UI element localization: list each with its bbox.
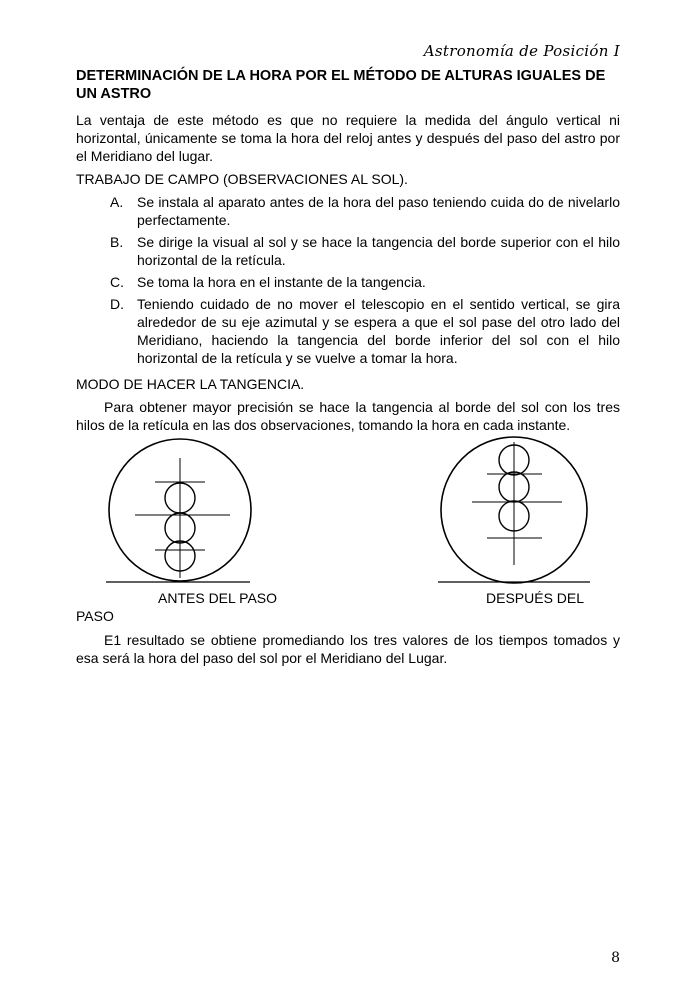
step-letter: D. [110,296,124,312]
step-text: Teniendo cuidado de no mover el telescopio en el sentido vertical, se gira alrededor de su eje azimutal y se espera a que el sol pase del otro lado del Meridiano, haciendo la tangencia del borde inferior del sol con el hilo horizontal de la retícula y se vuelve a tomar la hora. [137,296,620,366]
caption-after-continued: PASO [76,608,114,624]
intro-paragraph: La ventaja de este método es que no requiere la medida del ángulo vertical ni horizontal, únicamente se toma la hora del reloj antes y después del paso del astro por el Meridiano del lugar. [76,112,620,164]
step-item [110,273,620,291]
figure-after-transit [432,440,602,590]
figure-before-transit [100,440,260,590]
fieldwork-heading: TRABAJO DE CAMPO (OBSERVACIONES AL SOL). [76,171,408,187]
step-text: Se instala al aparato antes de la hora del paso teniendo cuida do de nivelarlo perfectamente. [137,194,620,228]
step-text: Se toma la hora en el instante de la tangencia. [137,274,426,290]
step-letter: B. [110,234,124,250]
step-letter: A. [110,194,124,210]
running-header: Astronomía de Posición I [423,42,620,60]
caption-after: DESPUÉS DEL [486,590,585,606]
page-number: 8 [611,950,620,966]
tangency-paragraph: Para obtener mayor precisión se hace la tangencia al borde del sol con los tres hilos de la retícula en las dos observaciones, tomando la hora en cada instante. [76,399,620,433]
step-item [110,295,620,367]
step-letter: C. [110,274,124,290]
result-paragraph: E1 resultado se obtiene promediando los tres valores de los tiempos tomados y esa será la hora del paso del sol por el Meridiano del Lugar. [76,632,620,666]
step-text: Se dirige la visual al sol y se hace la tangencia del borde superior con el hilo horizontal de la retícula. [137,234,620,268]
section-title: DETERMINACIÓN DE LA HORA POR EL MÉTODO DE ALTURAS IGUALES DE UN ASTRO [76,68,606,102]
tangency-heading: MODO DE HACER LA TANGENCIA. [76,376,305,392]
steps-list [110,193,620,371]
step-item [110,233,620,269]
caption-before: ANTES DEL PASO [158,590,278,606]
step-item [110,193,620,229]
